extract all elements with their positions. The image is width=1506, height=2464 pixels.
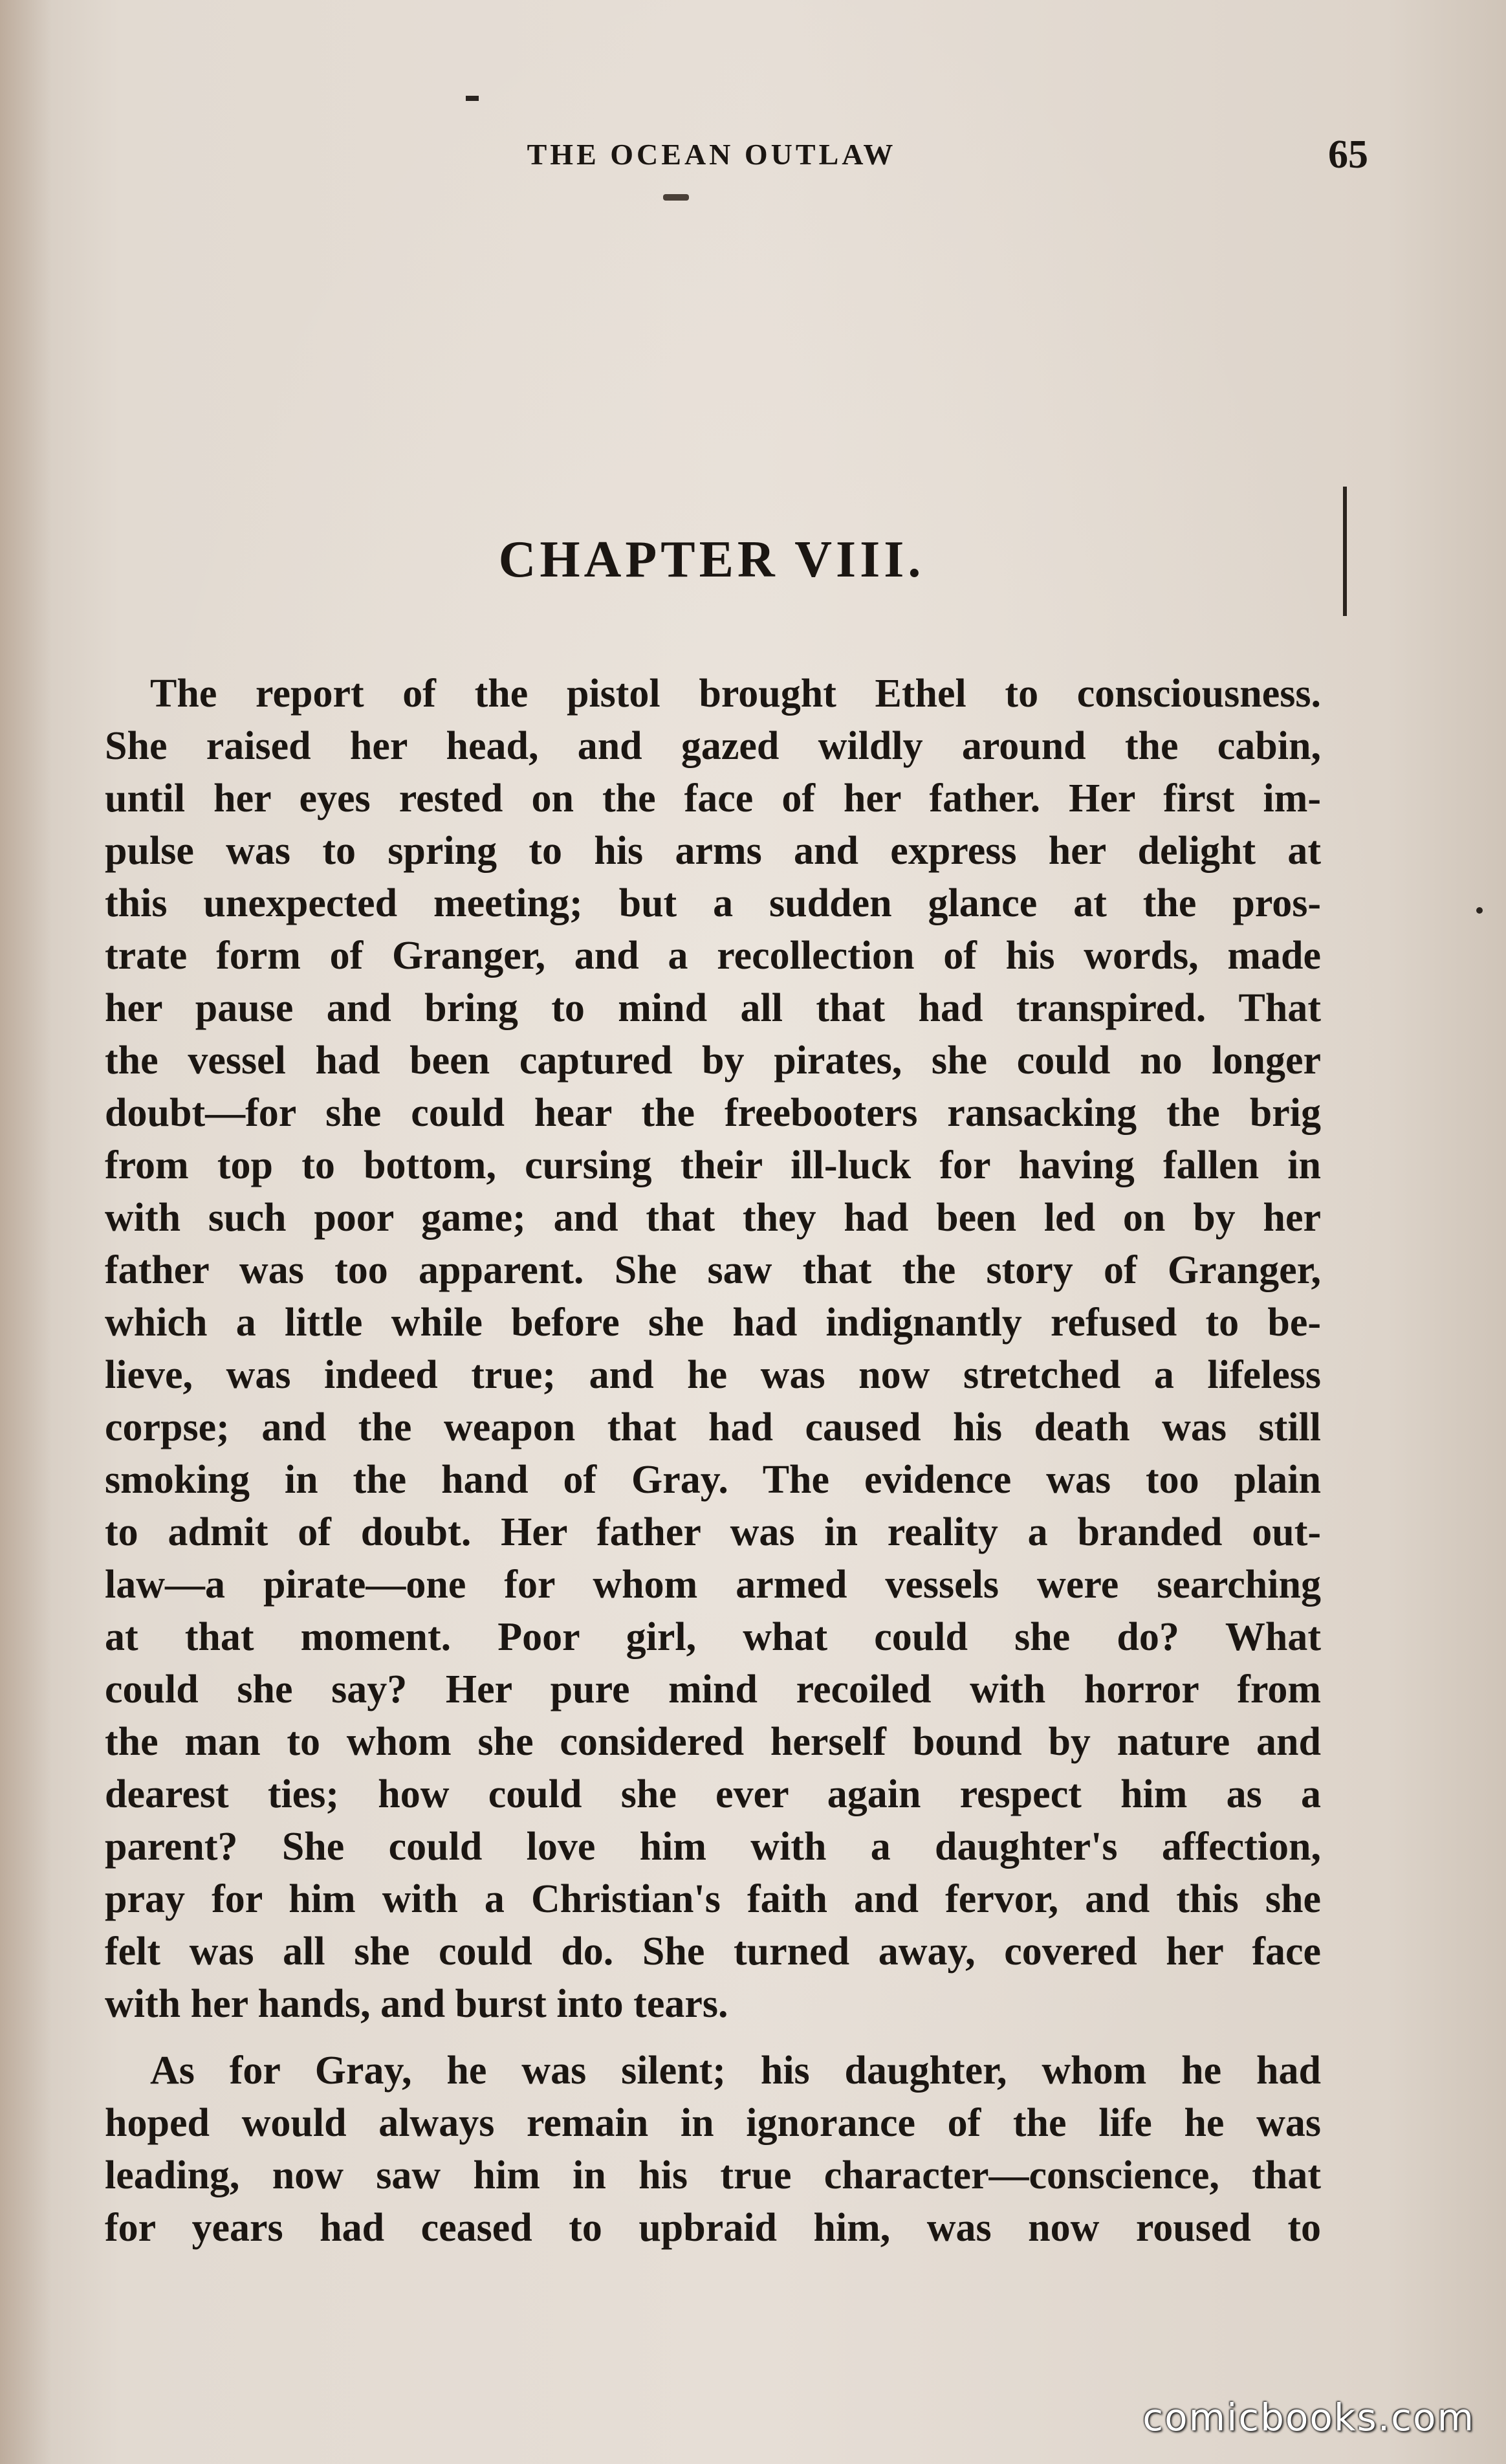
text-line: to admit of doubt. Her father was in reality a branded out- bbox=[105, 1510, 1321, 1554]
text-line: The report of the pistol brought Ethel to consciousness. bbox=[150, 672, 1321, 716]
text-line: pulse was to spring to his arms and express her delight at bbox=[105, 829, 1321, 873]
text-line: from top to bottom, cursing their ill-luck for having fallen in bbox=[105, 1143, 1321, 1187]
text-line: her pause and bring to mind all that had transpired. That bbox=[105, 986, 1321, 1030]
text-line: for years had ceased to upbraid him, was now roused to bbox=[105, 2206, 1321, 2250]
paragraph-1 bbox=[105, 668, 1321, 2030]
margin-rule bbox=[1343, 487, 1347, 616]
text-line: lieve, was indeed true; and he was now stretched a lifeless bbox=[105, 1353, 1321, 1397]
text-line: hoped would always remain in ignorance of the life he was bbox=[105, 2101, 1321, 2145]
text-line: As for Gray, he was silent; his daughter, whom he had bbox=[150, 2049, 1321, 2093]
text-line: dearest ties; how could she ever again respect him as a bbox=[105, 1772, 1321, 1816]
top-mark bbox=[466, 96, 479, 101]
text-line: the vessel had been captured by pirates, she could no longer bbox=[105, 1039, 1321, 1083]
paragraph-2 bbox=[105, 2045, 1321, 2254]
text-line: leading, now saw him in his true character—conscience, that bbox=[105, 2153, 1321, 2197]
running-head: THE OCEAN OUTLAW bbox=[527, 138, 897, 171]
text-line: could she say? Her pure mind recoiled with horror from bbox=[105, 1667, 1321, 1711]
text-line: pray for him with a Christian's faith and fervor, and this she bbox=[105, 1877, 1321, 1921]
text-line: parent? She could love him with a daughter's affection, bbox=[105, 1825, 1321, 1869]
text-line: the man to whom she considered herself bound by nature and bbox=[105, 1720, 1321, 1764]
page-edge-stain bbox=[0, 0, 52, 2464]
text-line: with her hands, and burst into tears. bbox=[105, 1982, 728, 2026]
paragraph-gap bbox=[105, 2030, 1321, 2045]
text-line: with such poor game; and that they had been led on by her bbox=[105, 1196, 1321, 1240]
text-line: law—a pirate—one for whom armed vessels were searching bbox=[105, 1563, 1321, 1607]
page-number: 65 bbox=[1328, 133, 1368, 177]
text-line: at that moment. Poor girl, what could she do? What bbox=[105, 1615, 1321, 1659]
margin-dot bbox=[1476, 907, 1483, 914]
watermark-text: comicbooks.com bbox=[1142, 2395, 1475, 2439]
text-line: which a little while before she had indignantly refused to be- bbox=[105, 1301, 1321, 1345]
text-line: father was too apparent. She saw that the story of Granger, bbox=[105, 1248, 1321, 1292]
text-line: smoking in the hand of Gray. The evidence was too plain bbox=[105, 1458, 1321, 1502]
text-line: She raised her head, and gazed wildly around the cabin, bbox=[105, 724, 1321, 768]
text-line: until her eyes rested on the face of her father. Her first im- bbox=[105, 776, 1321, 820]
header-ornament bbox=[663, 194, 689, 201]
text-line: doubt—for she could hear the freebooters ransacking the brig bbox=[105, 1091, 1321, 1135]
body-text bbox=[105, 668, 1321, 2254]
text-line: this unexpected meeting; but a sudden glance at the pros- bbox=[105, 881, 1321, 925]
text-line: felt was all she could do. She turned away, covered her face bbox=[105, 1930, 1321, 1974]
chapter-title: CHAPTER VIII. bbox=[498, 531, 925, 588]
text-line: trate form of Granger, and a recollection of his words, made bbox=[105, 934, 1321, 978]
text-line: corpse; and the weapon that had caused his death was still bbox=[105, 1405, 1321, 1449]
